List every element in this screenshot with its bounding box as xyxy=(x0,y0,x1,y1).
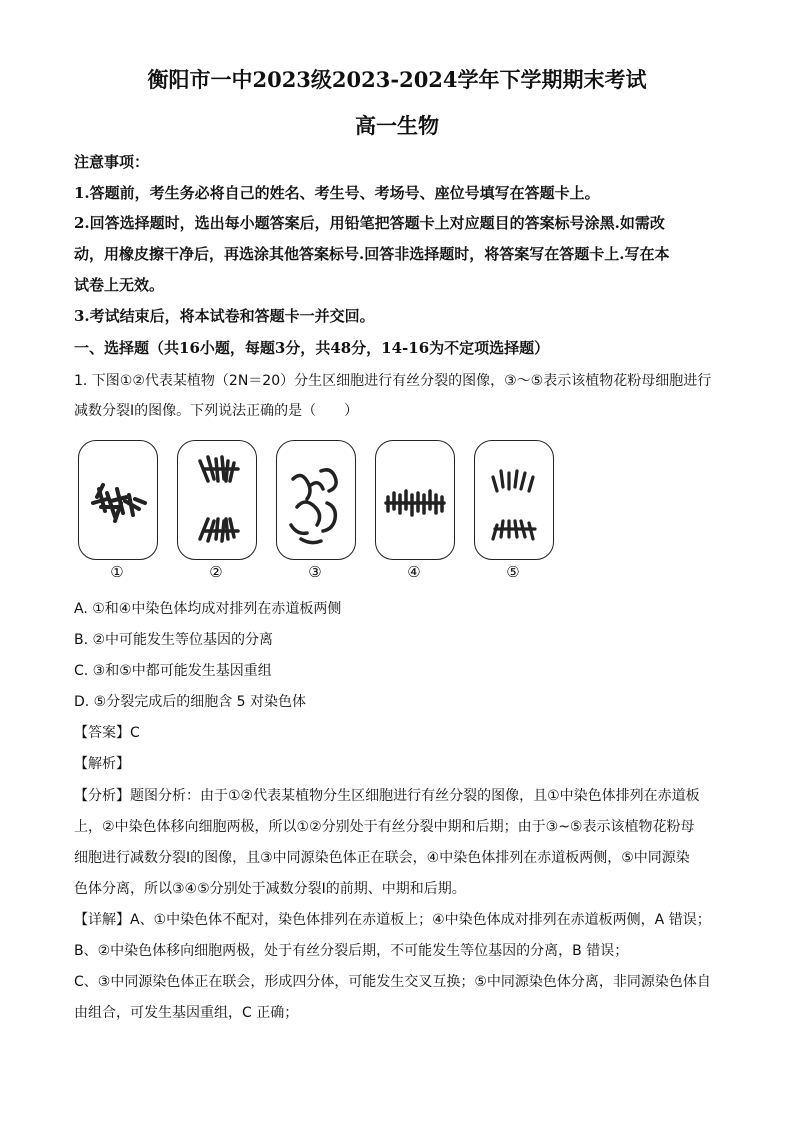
question-1-stem-line-2: 减数分裂Ⅰ的图像。下列说法正确的是（ ） xyxy=(74,403,359,419)
exam-title: 衡阳市一中2023级2023-2024学年下学期期末考试 xyxy=(147,67,647,92)
notes-item-1: 1.答题前，考生务必将自己的姓名、考生号、考场号、座位号填写在答题卡上。 xyxy=(74,184,600,202)
cell-label-2: ② xyxy=(209,563,223,581)
option-b: B. ②中可能发生等位基因的分离 xyxy=(74,632,274,648)
option-d: D. ⑤分裂完成后的细胞含 5 对染色体 xyxy=(74,694,307,710)
detail-line-1: 【详解】A、①中染色体不配对，染色体排列在赤道板上；④中染色体成对排列在赤道板两侧，A 错误； xyxy=(74,912,711,928)
detail-line-2: B、②中染色体移向细胞两极，处于有丝分裂后期，不可能发生等位基因的分离，B 错误； xyxy=(74,943,629,959)
option-a: A. ①和④中染色体均成对排列在赤道板两侧 xyxy=(74,601,342,617)
question-1-stem-line-1: 1. 下图①②代表某植物（2N＝20）分生区细胞进行有丝分裂的图像，③～⑤表示该植物花粉母细胞进行 xyxy=(74,373,712,389)
analysis-line-2: 上，②中染色体移向细胞两极，所以①②分别处于有丝分裂中期和后期；由于③~⑤表示该植物花粉母 xyxy=(74,819,695,835)
cell-image-3 xyxy=(276,440,356,560)
subject-title: 高一生物 xyxy=(355,113,439,138)
cell-division-figure xyxy=(74,440,564,585)
answer: 【答案】C xyxy=(74,725,140,741)
analysis-line-3: 细胞进行减数分裂Ⅰ的图像，且③中同源染色体正在联会，④中染色体排列在赤道板两侧，⑤中同源染 xyxy=(74,850,690,866)
notes-item-3: 3.考试结束后，将本试卷和答题卡一并交回。 xyxy=(74,307,375,325)
cell-label-1: ① xyxy=(110,563,124,581)
cell-image-5 xyxy=(474,440,554,560)
notes-item-2-line-2: 动，用橡皮擦干净后，再选涂其他答案标号.回答非选择题时，将答案写在答题卡上.写在本 xyxy=(74,245,670,263)
option-c: C. ③和⑤中都可能发生基因重组 xyxy=(74,663,272,679)
notes-heading: 注意事项： xyxy=(74,153,150,171)
cell-label-5: ⑤ xyxy=(506,563,520,581)
cell-label-3: ③ xyxy=(308,563,322,581)
detail-line-3: C、③中同源染色体正在联会，形成四分体，可能发生交叉互换；⑤中同源染色体分离，非同源染色体自 xyxy=(74,974,711,990)
cell-image-4 xyxy=(375,440,455,560)
analysis-line-1: 【分析】题图分析：由于①②代表某植物分生区细胞进行有丝分裂的图像，且①中染色体排列在赤道板 xyxy=(74,788,700,804)
section-heading: 一、选择题（共16小题，每题3分，共48分，14-16为不定项选择题） xyxy=(74,339,550,357)
cell-image-2 xyxy=(177,440,257,560)
cell-image-1 xyxy=(78,440,158,560)
analysis-heading: 【解析】 xyxy=(74,756,130,772)
analysis-line-4: 色体分离，所以③④⑤分别处于减数分裂Ⅰ的前期、中期和后期。 xyxy=(74,881,466,897)
notes-item-2-line-1: 2.回答选择题时，选出每小题答案后，用铅笔把答题卡上对应题目的答案标号涂黑.如需改 xyxy=(74,214,665,232)
cell-label-4: ④ xyxy=(407,563,421,581)
detail-line-4: 由组合，可发生基因重组，C 正确； xyxy=(74,1005,299,1021)
notes-item-2-line-3: 试卷上无效。 xyxy=(74,276,165,294)
